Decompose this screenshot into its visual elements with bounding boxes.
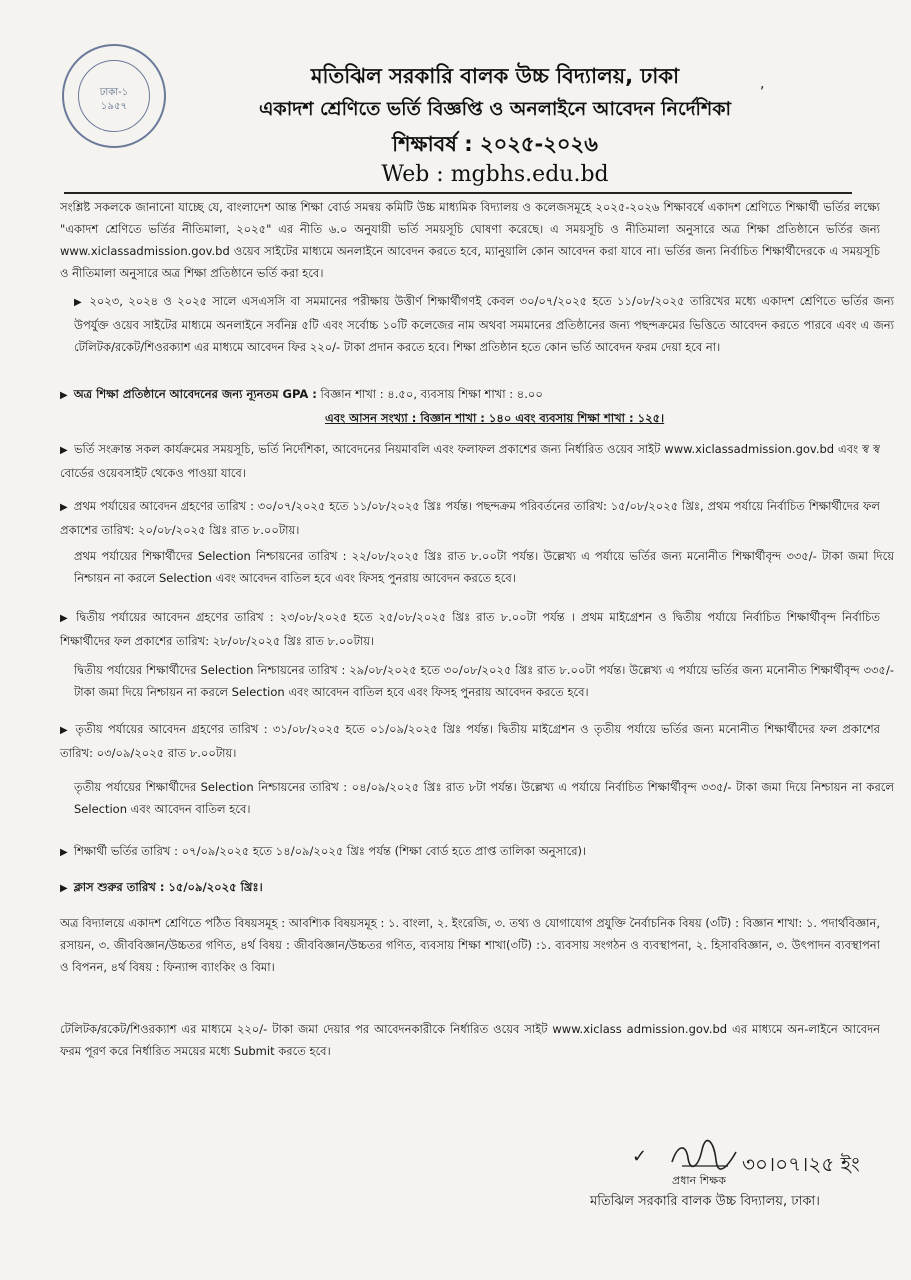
bullet-icon: ▶ xyxy=(60,445,68,456)
phase2-application-text: দ্বিতীয় পর্যায়ের আবেদন গ্রহণের তারিখ : ২৩/০৮/২০২৫ হতে ২৫/০৮/২০২৫ খ্রিঃ রাত ৮.০০টা পর্যন্ত । প্রথম মাইগ্রেশন ও দ্বিতীয় পর্যায়ে নির্বাচিত শিক্ষার্থীবৃন্দ নির্বাচিত শিক্ষার্থীদের ফল প্রকাশের তারিখ: ২৮/০৮/২০২৫ খ্রিঃ রাত ৮.০০টায়। xyxy=(60,610,880,648)
class-start-line xyxy=(60,876,880,900)
gpa-section xyxy=(60,383,880,429)
notice-title: একাদশ শ্রেণিতে ভর্তি বিজ্ঞপ্তি ও অনলাইনে আবেদন নির্দেশিকা xyxy=(258,98,732,120)
intro-paragraph: সংশ্লিষ্ট সকলকে জানানো যাচ্ছে যে, বাংলাদেশ আন্ত শিক্ষা বোর্ড সমন্বয় কমিটি উচ্চ মাধ্যমিক বিদ্যালয় ও কলেজসমূহে ২০২৫-২০২৬ শিক্ষাবর্ষে একাদশ শ্রেণিতে শিক্ষার্থী ভর্তির লক্ষ্যে "একাদশ শ্রেণিতে ভর্তির নীতিমালা, ২০২৫" এর নীতি ৬.০ অনুযায়ী ভর্তি সময়সূচি ঘোষণা করেছে। এ সময়সূচি ও নীতিমালা অনুসারে অত্র শিক্ষা প্রতিষ্ঠানে ভর্তির জন্য www.xiclassadmission.gov.bd ওয়েব সাইটের মাধ্যমে অনলাইনে আবেদন করতে হবে, ম্যানুয়ালি কোন আবেদন করা যাবে না। ভর্তির জন্য নির্বাচিত শিক্ষার্থীদেরকে এ সময়সূচি ও নীতিমালা অনুসারে অত্র শিক্ষা প্রতিষ্ঠানে ভর্তি করা হবে। xyxy=(60,200,880,280)
admission-date-line xyxy=(60,840,880,864)
check-mark: ✓ xyxy=(632,1146,648,1167)
signatory-title: প্রধান শিক্ষক xyxy=(672,1174,726,1187)
signatory-school: মতিঝিল সরকারি বালক উচ্চ বিদ্যালয়, ঢাকা। xyxy=(590,1194,820,1209)
header-divider xyxy=(64,192,852,194)
schedule-info-text: ভর্তি সংক্রান্ত সকল কার্যক্রমের সময়সূচি, ভর্তি নির্দেশিকা, আবেদনের নিয়মাবলি এবং ফলাফল প্রকাশের জন্য নির্ধারিত ওয়েব সাইট www.xiclassadmission.gov.bd এবং স্ব স্ব বোর্ডের ওয়েবসাইট থেকেও পাওয়া যাবে। xyxy=(60,442,880,480)
bullet-icon: ▶ xyxy=(60,502,68,513)
phase2-application xyxy=(60,606,880,652)
bullet-icon: ▶ xyxy=(60,883,68,894)
bullet-icon: ▶ xyxy=(60,613,71,624)
seat-count: এবং আসন সংখ্যা : বিজ্ঞান শাখা : ১৪০ এবং ব্যবসায় শিক্ষা শাখা : ১২৫। xyxy=(325,411,665,425)
phase2-selection: দ্বিতীয় পর্যায়ের শিক্ষার্থীদের Selection নিশ্চায়নের তারিখ : ২৯/০৮/২০২৫ হতে ৩০/০৮/২০২৫ খ্রিঃ রাত ৮.০০টা পর্যন্ত। উল্লেখ্য এ পর্যায়ে ভর্তির জন্য মনোনীত শিক্ষার্থীবৃন্দ ৩৩৫/- টাকা জমা দিয়ে নিশ্চায়ন না করলে Selection এবং আবেদন বাতিল হবে এবং ফিসহ পুনরায় আবেদন করতে হবে। xyxy=(74,663,894,699)
signature-scribble xyxy=(668,1138,740,1172)
phase1-selection: প্রথম পর্যায়ের শিক্ষার্থীদের Selection নিশ্চায়নের তারিখ : ২২/০৮/২০২৫ খ্রিঃ রাত ৮.০০টা পর্যন্ত। উল্লেখ্য এ পর্যায়ে ভর্তির জন্য মনোনীত শিক্ষার্থীবৃন্দ ৩৩৫/- টাকা জমা দিয়ে নিশ্চায়ন না করলে Selection এবং আবেদন বাতিল হবে এবং ফিসহ পুনরায় আবেদন করতে হবে। xyxy=(74,549,894,585)
bullet-icon: ▶ xyxy=(60,847,68,858)
session-heading: শিক্ষাবর্ষ : ২০২৫-২০২৬ xyxy=(392,132,598,156)
phase1-application-text: প্রথম পর্যায়ের আবেদন গ্রহণের তারিখ : ৩০/০৭/২০২৫ হতে ১১/০৮/২০২৫ খ্রিঃ পর্যন্ত। পছন্দক্রম পরিবর্তনের তারিখ: ১৫/০৮/২০২৫ খ্রিঃ, প্রথম পর্যায়ে নির্বাচিত শিক্ষার্থীদের ফল প্রকাশের তারিখ: ২০/০৮/২০২৫ খ্রিঃ রাত ৮.০০টায়। xyxy=(60,499,880,537)
seal-text xyxy=(64,86,164,114)
phase3-application xyxy=(60,718,880,764)
payment-paragraph: টেলিটক/রকেট/শিওরক্যাশ এর মাধ্যমে ২২০/- টাকা জমা দেয়ার পর আবেদনকারীকে নির্ধারিত ওয়েব সাইট www.xiclass admission.gov.bd এর মাধ্যমে অন-লাইনে আবেদন ফরম পূরণ করে নির্ধারিত সময়ের মধ্যে Submit করতে হবে। xyxy=(60,1022,880,1058)
class-start-text: ক্লাস শুরুর তারিখ : ১৫/০৯/২০২৫ খ্রিঃ। xyxy=(73,880,263,894)
phase3-selection: তৃতীয় পর্যায়ের শিক্ষার্থীদের Selection নিশ্চায়নের তারিখ : ০৪/০৯/২০২৫ খ্রিঃ রাত ৮টা পর্যন্ত। উল্লেখ্য এ পর্যায়ে নির্বাচিত শিক্ষার্থীবৃন্দ ৩৩৫/- টাকা জমা দিয়ে নিশ্চায়ন না করলে Selection এবং আবেদন বাতিল হবে। xyxy=(74,780,894,816)
eligibility-paragraph xyxy=(60,290,894,358)
bullet-icon: ▶ xyxy=(60,390,68,401)
gpa-label: অত্র শিক্ষা প্রতিষ্ঠানে আবেদনের জন্য ন্যূনতম GPA : xyxy=(73,387,317,401)
seal-line-2: ১৯৫৭ xyxy=(101,101,127,112)
phase3-application-text: তৃতীয় পর্যায়ের আবেদন গ্রহণের তারিখ : ৩১/০৮/২০২৫ হতে ০১/০৯/২০২৫ খ্রিঃ পর্যন্ত। দ্বিতীয় মাইগ্রেশন ও তৃতীয় পর্যায়ে ভর্তির জন্য মনোনীত শিক্ষার্থীদের ফল প্রকাশের তারিখ: ০৩/০৯/২০২৫ রাত ৮.০০টায়। xyxy=(60,722,880,760)
gpa-values: বিজ্ঞান শাখা : ৪.৫০, ব্যবসায় শিক্ষা শাখা : ৪.০০ xyxy=(320,387,543,401)
subjects-paragraph: অত্র বিদ্যালয়ে একাদশ শ্রেণিতে পঠিত বিষয়সমূহ : আবশ্যিক বিষয়সমূহ : ১. বাংলা, ২. ইংরেজি, ৩. তথ্য ও যোগাযোগ প্রযুক্তি নৈর্বাচনিক বিষয় (৩টি) : বিজ্ঞান শাখা: ১. পদার্থবিজ্ঞান, রসায়ন, ৩. জীববিজ্ঞান/উচ্চতর গণিত, ৪র্থ বিষয় : জীববিজ্ঞান/উচ্চতর গণিত, ব্যবসায় শিক্ষা শাখা(৩টি) :১. ব্যবসায় সংগঠন ও ব্যবস্থাপনা, ২. হিসাববিজ্ঞান, ৩. উৎপাদন ব্যবস্থাপনা ও বিপনন, ৪র্থ বিষয় : ফিন্যান্স ব্যাংকিং ও বিমা। xyxy=(60,916,880,974)
admission-date-text: শিক্ষার্থী ভর্তির তারিখ : ০৭/০৯/২০২৫ হতে ১৪/০৯/২০২৫ খ্রিঃ পর্যন্ত (শিক্ষা বোর্ড হতে প্রাপ্ত তালিকা অনুসারে)। xyxy=(73,844,587,858)
bullet-icon: ▶ xyxy=(60,725,70,736)
website-heading: Web : mgbhs.edu.bd xyxy=(381,162,609,187)
school-seal-stamp xyxy=(62,44,166,148)
signature-date: ৩০।০৭।২৫ ইং xyxy=(742,1152,860,1176)
eligibility-text: ২০২৩, ২০২৪ ও ২০২৫ সালে এসএসসি বা সমমানের পরীক্ষায় উত্তীর্ণ শিক্ষার্থীগণই কেবল ৩০/০৭/২০২৫ হতে ১১/০৮/২০২৫ তারিখের মধ্যে একাদশ শ্রেণিতে ভর্তির জন্য উপর্যুক্ত ওয়েব সাইটের মাধ্যমে অনলাইনে সর্বনিম্ন ৫টি এবং সর্বোচ্চ ১০টি কলেজের নাম অথবা সমমানের প্রতিষ্ঠানের জন্য পছন্দক্রমের ভিত্তিতে আবেদন করতে পারবে এবং এ জন্য টেলিটক/রকেট/শিওরক্যাশ এর মাধ্যমে আবেদন ফির ২২০/- টাকা প্রদান করতে হবে। শিক্ষা প্রতিষ্ঠান হতে কোন ভর্তি আবেদন ফরম দেয়া হবে না। xyxy=(74,294,894,354)
tick-mark: , xyxy=(760,76,765,92)
school-name-heading: মতিঝিল সরকারি বালক উচ্চ বিদ্যালয়, ঢাকা xyxy=(310,64,680,88)
seat-line xyxy=(60,407,880,429)
seal-line-1: ঢাকা-১ xyxy=(99,87,129,98)
bullet-icon: ▶ xyxy=(74,297,84,308)
schedule-info-paragraph xyxy=(60,438,880,484)
phase1-application xyxy=(60,495,880,541)
